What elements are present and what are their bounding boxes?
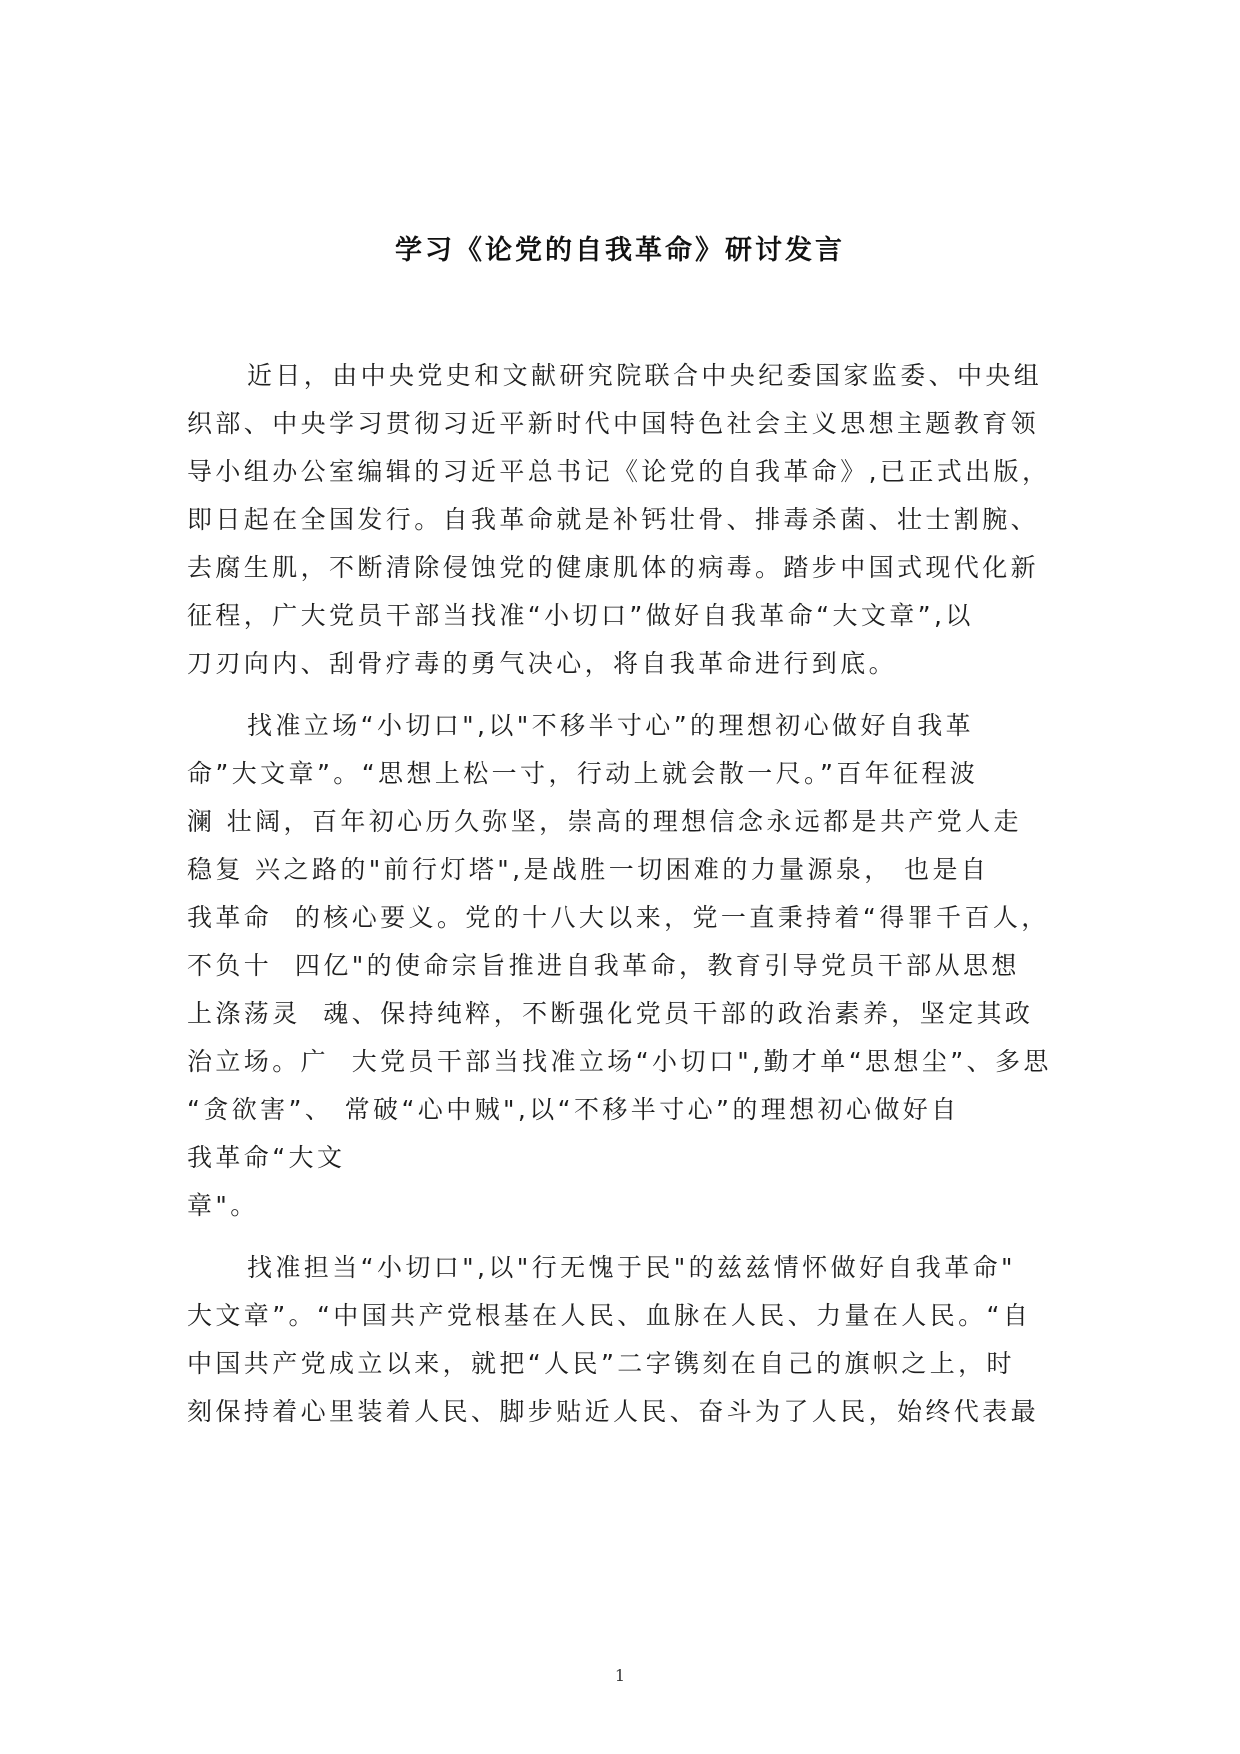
paragraph-line: 征程，广大党员干部当找准“小切口”做好自我革命“大文章”,以	[187, 601, 974, 630]
paragraph-line: 大文章”。“中国共产党根基在人民、血脉在人民、力量在人民。“自	[187, 1301, 1032, 1330]
paragraph-line: 刻保持着心里装着人民、脚步贴近人民、奋斗为了人民，始终代表最	[187, 1397, 1040, 1426]
paragraph-line: 不负十 四亿"的使命宗旨推进自我革命，教育引导党员干部从思想	[187, 951, 1020, 980]
page-number: 1	[614, 1666, 626, 1685]
paragraph-line: 即日起在全国发行。自我革命就是补钙壮骨、排毒杀菌、壮士割腕、	[187, 505, 1040, 534]
paragraph-line: 命”大文章”。“思想上松一寸，行动上就会散一尺。”百年征程波	[187, 759, 979, 788]
paragraph-line: 澜 壮阔，百年初心历久弥坚，崇高的理想信念永远都是共产党人走	[187, 807, 1022, 836]
document-title: 学习《论党的自我革命》研讨发言	[395, 235, 845, 266]
paragraph-3	[187, 1244, 1057, 1436]
paragraph-line: “贪欲害”、 常破“心中贼",以“不移半寸心”的理想初心做好自	[187, 1095, 960, 1124]
paragraph-line: 找准立场“小切口",以"不移半寸心”的理想初心做好自我革	[247, 711, 975, 740]
paragraph-line: 找准担当“小切口",以"行无愧于民"的兹兹情怀做好自我革命"	[247, 1253, 1016, 1282]
paragraph-line: 刀刃向内、刮骨疗毒的勇气决心，将自我革命进行到底。	[187, 649, 898, 678]
paragraph-line: 章"。	[187, 1191, 259, 1220]
paragraph-line: 近日，由中央党史和文献研究院联合中央纪委国家监委、中央组	[247, 361, 1043, 390]
paragraph-2	[187, 702, 1057, 1230]
paragraph-line: 织部、中央学习贯彻习近平新时代中国特色社会主义思想主题教育领	[187, 409, 1040, 438]
paragraph-line: 我革命 的核心要义。党的十八大以来，党一直秉持着“得罪千百人，	[187, 903, 1050, 932]
paragraph-line: 中国共产党成立以来，就把“人民”二字镌刻在自己的旗帜之上，时	[187, 1349, 1015, 1378]
paragraph-line: 上涤荡灵 魂、保持纯粹，不断强化党员干部的政治素养，坚定其政	[187, 999, 1034, 1028]
paragraph-line: 导小组办公室编辑的习近平总书记《论党的自我革命》,已正式出版，	[187, 457, 1051, 486]
document-body	[187, 352, 1057, 1436]
paragraph-line: 去腐生肌，不断清除侵蚀党的健康肌体的病毒。踏步中国式现代化新	[187, 553, 1040, 582]
paragraph-1	[187, 352, 1057, 688]
paragraph-line: 稳复 兴之路的"前行灯塔",是战胜一切困难的力量源泉， 也是自	[187, 855, 990, 884]
paragraph-line: 治立场。广 大党员干部当找准立场“小切口",勤才单“思想尘”、多思	[187, 1047, 1052, 1076]
paragraph-line: 我革命“大文	[187, 1143, 346, 1172]
